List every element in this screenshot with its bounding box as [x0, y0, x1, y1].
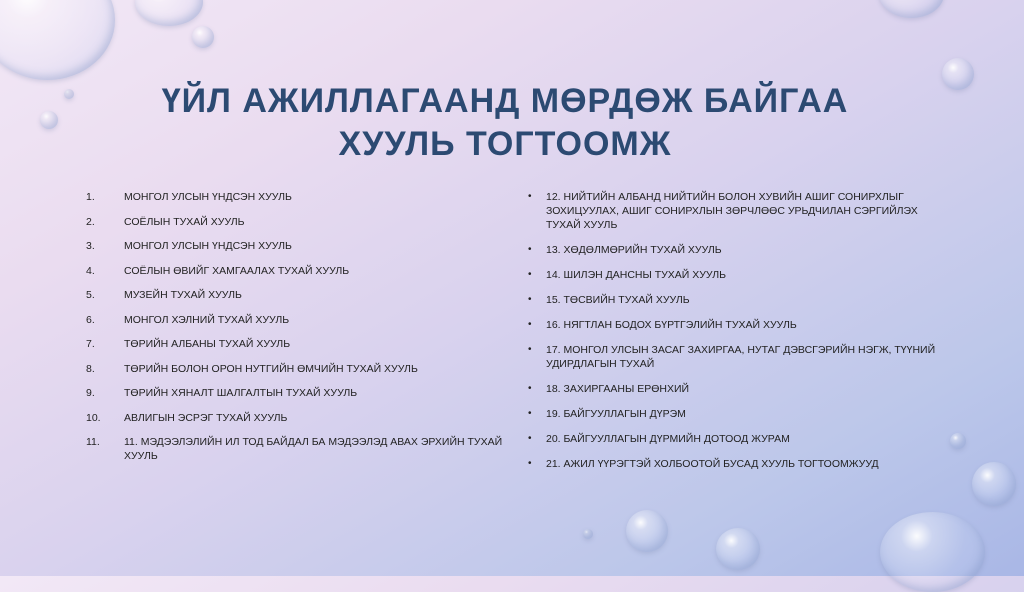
list-item [86, 264, 506, 278]
list-item-text: 15. ТӨСВИЙН ТУХАЙ ХУУЛЬ [546, 294, 690, 306]
slide-title [100, 80, 910, 166]
list-item [86, 190, 506, 204]
list-item [86, 386, 506, 400]
law-list-left [86, 190, 506, 474]
water-drop-decoration [583, 529, 593, 539]
list-item-text: СОЁЛЫН ӨВИЙГ ХАМГААЛАХ ТУХАЙ ХУУЛЬ [124, 264, 350, 277]
list-item-text: 20. БАЙГУУЛЛАГЫН ДҮРМИЙН ДОТООД ЖУРАМ [546, 433, 790, 445]
list-item [86, 239, 506, 253]
list-item-text: 11. МЭДЭЭЛЭЛИЙН ИЛ ТОД БАЙДАЛ БА МЭДЭЭЛЭД АВАХ ЭРХИЙН ТУХАЙ ХУУЛЬ [124, 436, 503, 462]
list-item [528, 318, 948, 332]
list-item [528, 343, 948, 371]
list-item-text: 12. НИЙТИЙН АЛБАНД НИЙТИЙН БОЛОН ХУВИЙН АШИГ СОНИРХЛЫГ ЗОХИЦУУЛАХ, АШИГ СОНИРХЛЫН ЗӨРЧЛӨӨС УРЬДЧИЛАН СЭРГИЙЛЭХ ТУХАЙ ХУУЛЬ [546, 191, 918, 231]
list-item-number: 5. [86, 289, 95, 301]
list-item-number: 9. [86, 387, 95, 399]
list-item-text: АВЛИГЫН ЭСРЭГ ТУХАЙ ХУУЛЬ [124, 411, 288, 424]
list-item-number: 3. [86, 240, 95, 252]
water-drop-decoration [40, 111, 58, 129]
list-item-text: МОНГОЛ УЛСЫН ҮНДСЭН ХУУЛЬ [124, 191, 292, 203]
list-item [528, 293, 948, 307]
list-item [86, 411, 506, 425]
water-drop-decoration [879, 0, 944, 18]
water-drop-decoration [880, 512, 985, 592]
list-item-text: МОНГОЛ ХЭЛНИЙ ТУХАЙ ХУУЛЬ [124, 313, 290, 326]
list-item-number: 4. [86, 264, 95, 277]
list-item-text: 18. ЗАХИРГААНЫ ЕРӨНХИЙ [546, 383, 690, 395]
law-list-right [528, 190, 948, 482]
list-item-number: 2. [86, 215, 95, 228]
bullet-icon: • [528, 319, 532, 330]
list-item-text: 13. ХӨДӨЛМӨРИЙН ТУХАЙ ХУУЛЬ [546, 244, 722, 256]
list-item [86, 337, 506, 351]
water-drop-decoration [972, 462, 1016, 506]
list-item [86, 288, 506, 302]
list-item [86, 215, 506, 229]
list-item-text: 17. МОНГОЛ УЛСЫН ЗАСАГ ЗАХИРГАА, НУТАГ ДЭВСГЭРИЙН НЭГЖ, ТҮҮНИЙ УДИРДЛАГЫН ТУХАЙ [546, 344, 936, 370]
list-item-text: ТӨРИЙН ХЯНАЛТ ШАЛГАЛТЫН ТУХАЙ ХУУЛЬ [124, 387, 358, 399]
bullet-icon: • [528, 458, 532, 469]
list-item-text: 16. НЯГТЛАН БОДОХ БҮРТГЭЛИЙН ТУХАЙ ХУУЛЬ [546, 319, 797, 331]
bullet-icon: • [528, 433, 532, 444]
list-item-text: 19. БАЙГУУЛЛАГЫН ДҮРЭМ [546, 408, 686, 420]
list-item-number: 11. [86, 436, 100, 448]
bullet-icon: • [528, 191, 532, 202]
water-drop-decoration [716, 528, 760, 570]
list-item-number: 10. [86, 411, 101, 424]
slide-title-line1: ҮЙЛ АЖИЛЛАГААНД МӨРДӨЖ БАЙГАА [161, 82, 849, 120]
slide-title-line2: ХУУЛЬ ТОГТООМЖ [338, 125, 672, 163]
list-item [528, 432, 948, 446]
water-drop-decoration [64, 89, 74, 99]
bullet-icon: • [528, 294, 532, 305]
list-item-number: 7. [86, 338, 95, 350]
list-item-number: 6. [86, 313, 95, 326]
bullet-icon: • [528, 344, 532, 355]
water-drop-decoration [192, 26, 214, 48]
list-item [86, 435, 506, 463]
bullet-icon: • [528, 383, 532, 394]
list-item-text: СОЁЛЫН ТУХАЙ ХУУЛЬ [124, 215, 245, 228]
list-item [86, 313, 506, 327]
list-item [528, 407, 948, 421]
list-item-text: МОНГОЛ УЛСЫН ҮНДСЭН ХУУЛЬ [124, 240, 292, 252]
list-item [528, 382, 948, 396]
list-item-text: ТӨРИЙН АЛБАНЫ ТУХАЙ ХУУЛЬ [124, 338, 291, 350]
list-item-text: 14. ШИЛЭН ДАНСНЫ ТУХАЙ ХУУЛЬ [546, 269, 727, 281]
water-drop-decoration [0, 0, 115, 80]
water-drop-decoration [626, 510, 668, 552]
water-drop-decoration [942, 58, 974, 90]
list-item [86, 362, 506, 376]
list-item [528, 243, 948, 257]
list-item-number: 8. [86, 362, 95, 375]
list-item [528, 190, 948, 232]
bullet-icon: • [528, 244, 532, 255]
list-item-text: 21. АЖИЛ ҮҮРЭГТЭЙ ХОЛБООТОЙ БУСАД ХУУЛЬ ТОГТООМЖУУД [546, 458, 879, 470]
list-item-number: 1. [86, 191, 95, 203]
list-item-text: ТӨРИЙН БОЛОН ОРОН НУТГИЙН ӨМЧИЙН ТУХАЙ ХУУЛЬ [124, 362, 418, 375]
list-item [528, 268, 948, 282]
bullet-icon: • [528, 269, 532, 280]
bullet-icon: • [528, 408, 532, 419]
water-drop-decoration [135, 0, 203, 26]
list-item-text: МУЗЕЙН ТУХАЙ ХУУЛЬ [124, 289, 242, 301]
list-item [528, 457, 948, 471]
water-drop-decoration [950, 433, 966, 449]
